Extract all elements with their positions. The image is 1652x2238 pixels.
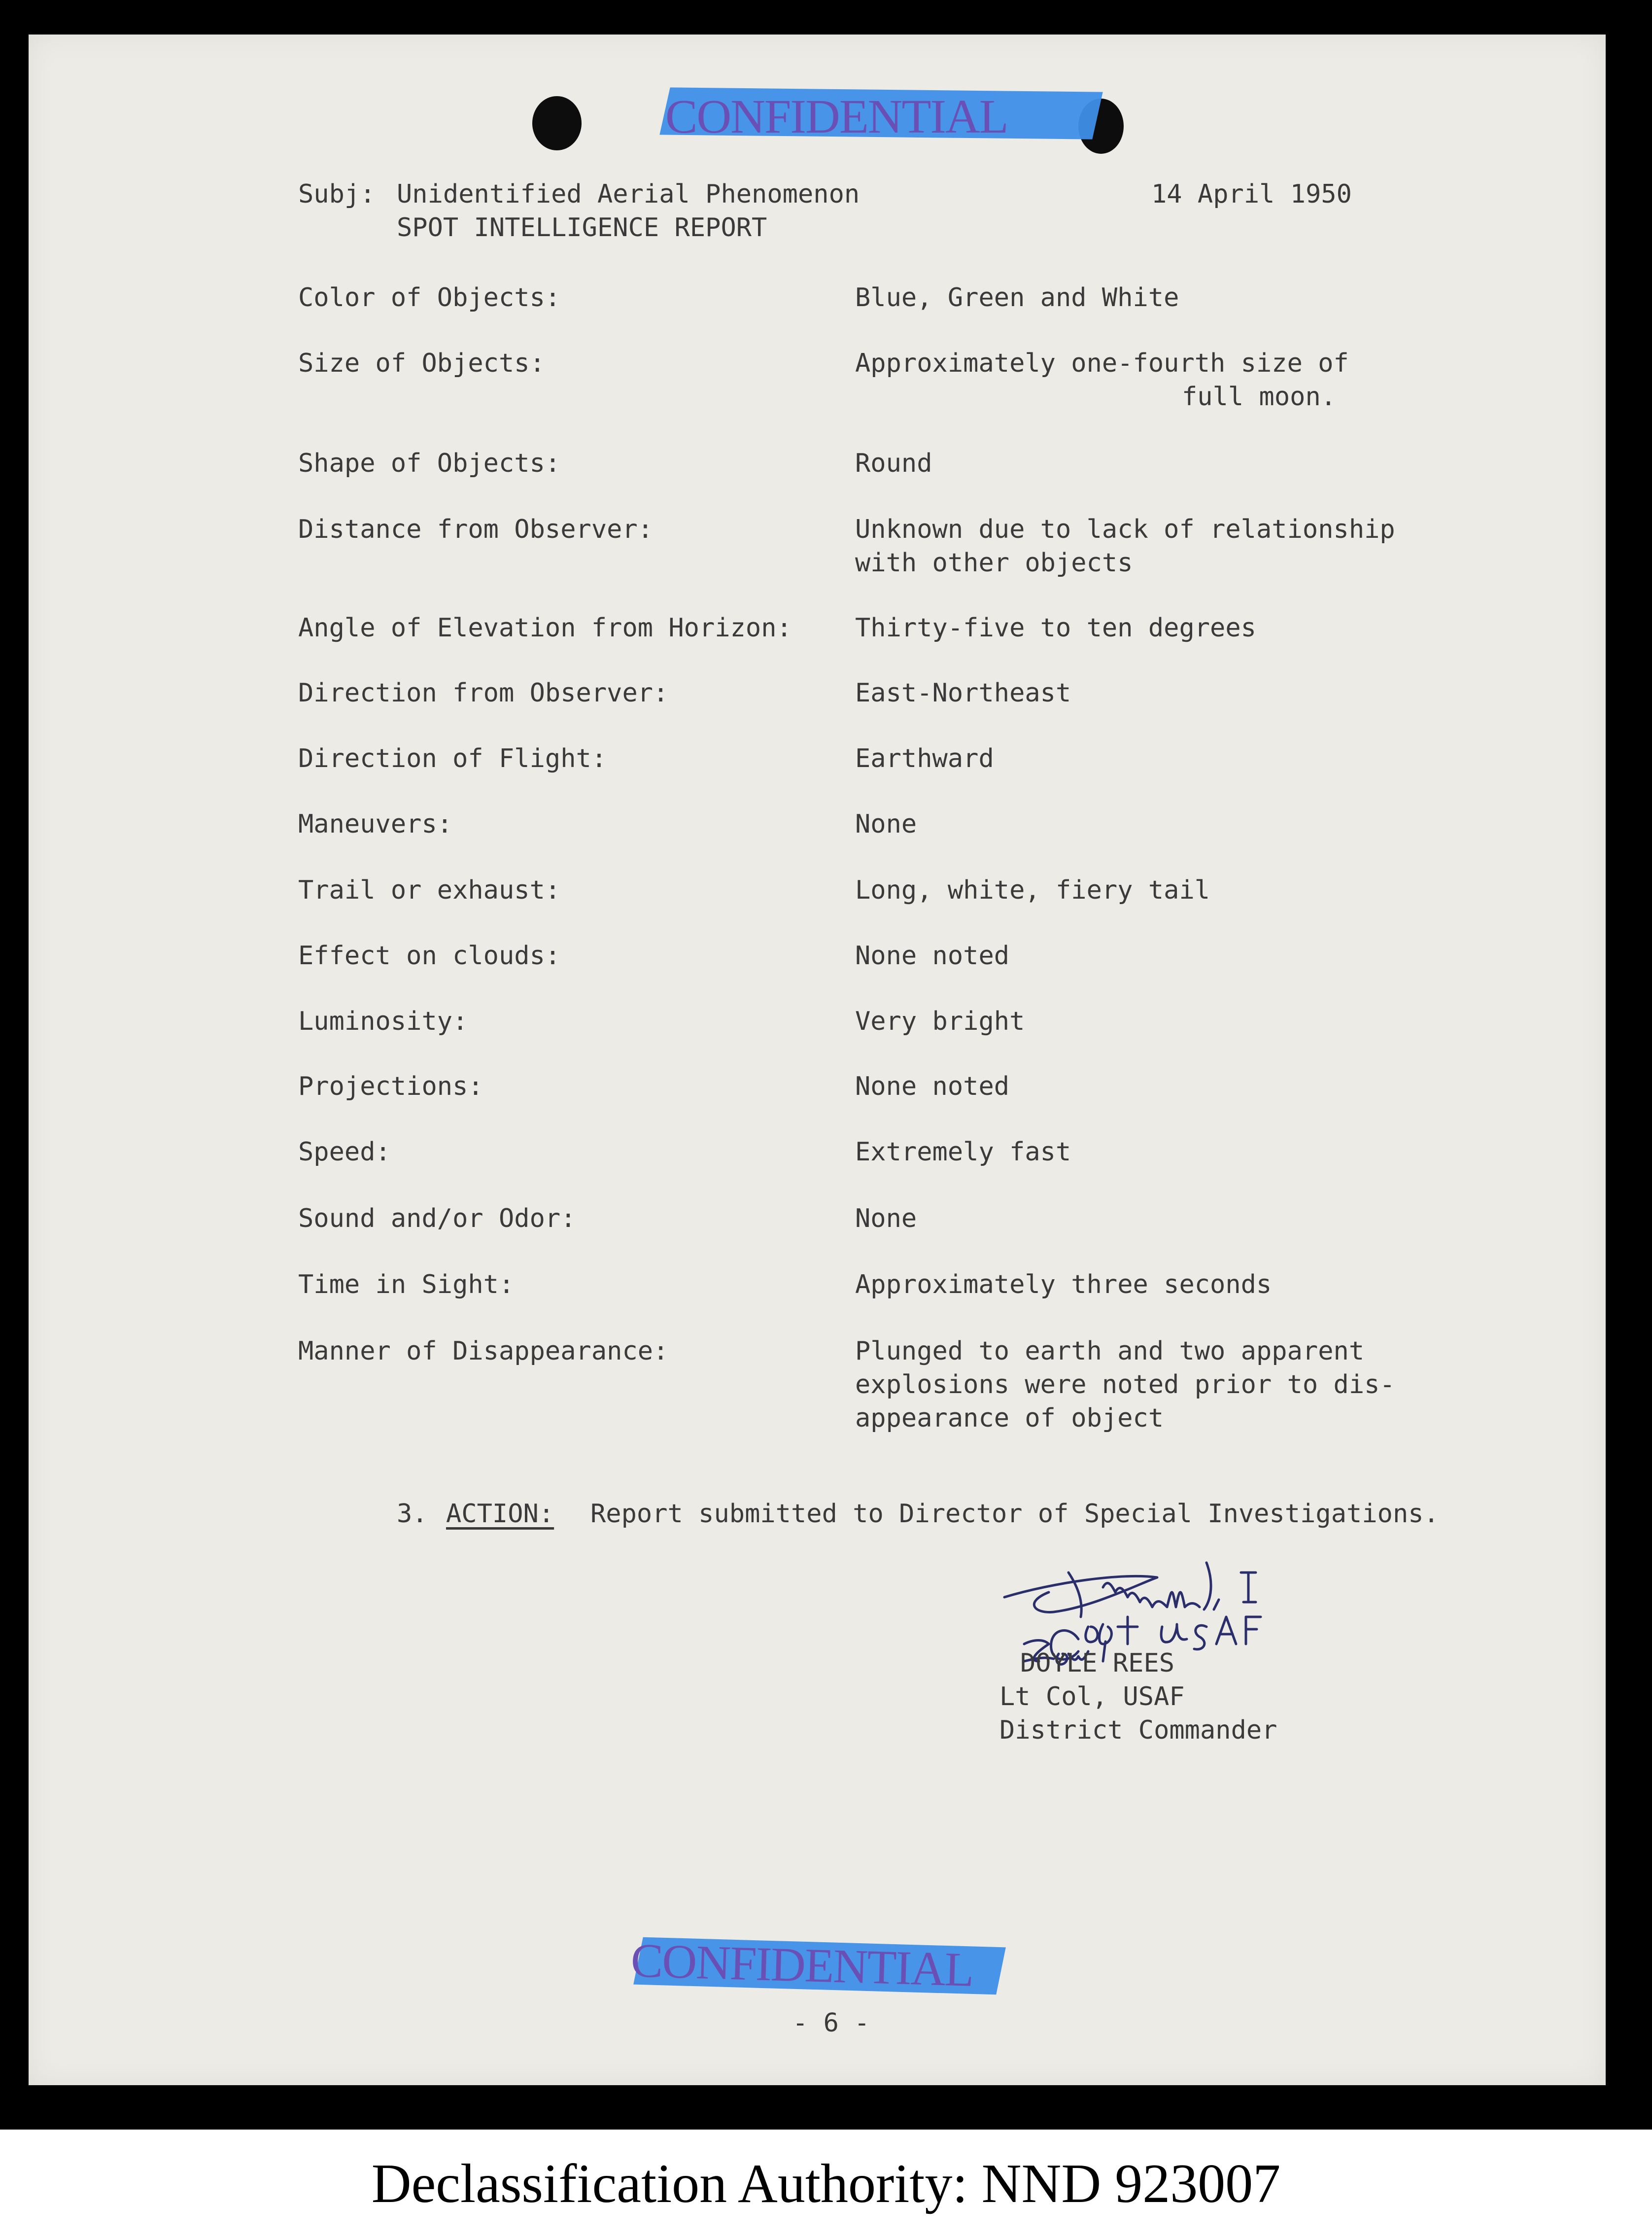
field-value: Thirty-five to ten degrees <box>855 613 1256 643</box>
subject-line-2: SPOT INTELLIGENCE REPORT <box>397 213 767 243</box>
field-value: East-Northeast <box>855 678 1071 708</box>
action-heading: ACTION: <box>446 1499 554 1529</box>
page-number: - 6 - <box>792 2008 870 2038</box>
field-value: Earthward <box>855 744 994 773</box>
declassification-caption: Declassification Authority: NND 923007 <box>371 2153 1281 2214</box>
field-value-continued: full moon. <box>1182 382 1337 412</box>
field-value-continued: appearance of object <box>855 1403 1164 1433</box>
field-value: Approximately three seconds <box>855 1270 1272 1299</box>
field-value: None <box>855 1204 917 1233</box>
document-page <box>29 35 1606 2085</box>
field-value: Round <box>855 449 932 478</box>
field-value: Approximately one-fourth size of <box>855 349 1349 378</box>
confidential-stamp-top: CONFIDENTIAL <box>665 90 1008 143</box>
field-label: Maneuvers: <box>298 809 453 839</box>
field-value: Blue, Green and White <box>855 283 1179 313</box>
field-label: Shape of Objects: <box>298 449 561 478</box>
field-label: Direction of Flight: <box>298 744 607 773</box>
field-value: Long, white, fiery tail <box>855 875 1210 905</box>
field-label: Manner of Disappearance: <box>298 1336 669 1366</box>
subject-line-1: Unidentified Aerial Phenomenon <box>397 179 860 209</box>
field-label: Effect on clouds: <box>298 941 561 971</box>
field-value: Plunged to earth and two apparent <box>855 1336 1365 1366</box>
report-date: 14 April 1950 <box>1151 179 1352 209</box>
field-value: Very bright <box>855 1007 1025 1036</box>
field-value: None <box>855 809 917 839</box>
action-text: Report submitted to Director of Special Investigations. <box>590 1499 1439 1529</box>
action-number: 3. <box>397 1499 428 1529</box>
signer-rank: Lt Col, USAF <box>999 1682 1185 1712</box>
confidential-stamp-bottom: CONFIDENTIAL <box>630 1934 974 1997</box>
field-label: Angle of Elevation from Horizon: <box>298 613 792 643</box>
field-value: None noted <box>855 1072 1010 1101</box>
signer-title: District Commander <box>999 1715 1277 1745</box>
field-label: Sound and/or Odor: <box>298 1204 576 1233</box>
field-label: Projections: <box>298 1072 483 1101</box>
field-value: None noted <box>855 941 1010 971</box>
field-value-continued: with other objects <box>855 548 1133 578</box>
field-value-continued: explosions were noted prior to dis- <box>855 1370 1395 1399</box>
subject-label: Subj: <box>298 179 376 209</box>
field-value: Unknown due to lack of relationship <box>855 515 1395 544</box>
field-label: Color of Objects: <box>298 283 561 313</box>
signer-name: DOYLE REES <box>1020 1648 1175 1678</box>
field-label: Time in Sight: <box>298 1270 515 1299</box>
punch-hole-left <box>532 96 582 150</box>
field-label: Distance from Observer: <box>298 515 654 544</box>
field-label: Trail or exhaust: <box>298 875 561 905</box>
field-label: Size of Objects: <box>298 349 545 378</box>
field-label: Speed: <box>298 1137 391 1167</box>
field-label: Luminosity: <box>298 1007 468 1036</box>
field-value: Extremely fast <box>855 1137 1071 1167</box>
field-label: Direction from Observer: <box>298 678 669 708</box>
